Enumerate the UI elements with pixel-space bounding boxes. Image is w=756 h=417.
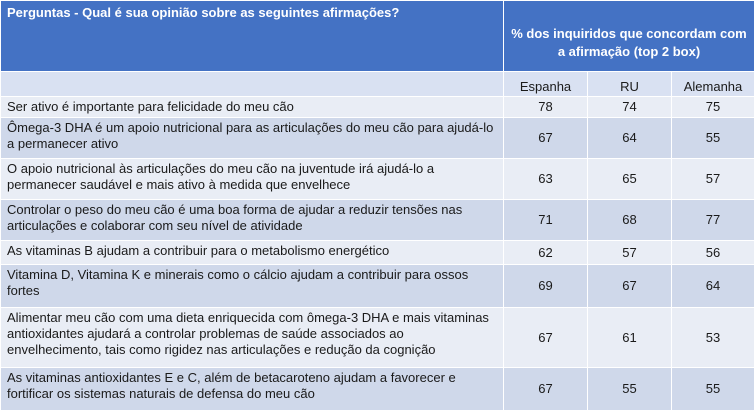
value-spain: 69 (504, 265, 588, 308)
value-germany: 56 (672, 241, 755, 265)
statement-cell: Controlar o peso do meu cão é uma boa forma de ajudar a reduzir tensões nas articulações e colaborar com seu nível de atividade (1, 200, 504, 241)
statement-cell: Alimentar meu cão com uma dieta enriquecida com ômega-3 DHA e mais vitaminas antioxidantes ajudará a controlar problemas de saúde associados ao envelhecimento, tais como rigidez nas articulações e redução da cognição (1, 308, 504, 368)
value-uk: 74 (588, 97, 672, 118)
value-spain: 63 (504, 159, 588, 200)
table-row (1, 241, 755, 265)
statement-cell: As vitaminas B ajudam a contribuir para o metabolismo energético (1, 241, 504, 265)
table-row (1, 97, 755, 118)
country-header-uk: RU (588, 72, 672, 97)
country-header-row (1, 72, 755, 97)
value-germany: 53 (672, 308, 755, 368)
questions-header: Perguntas - Qual é sua opinião sobre as seguintes afirmações? (1, 1, 504, 72)
value-spain: 78 (504, 97, 588, 118)
value-germany: 77 (672, 200, 755, 241)
value-spain: 71 (504, 200, 588, 241)
table-row (1, 308, 755, 368)
value-uk: 65 (588, 159, 672, 200)
statement-cell: Ômega-3 DHA é um apoio nutricional para as articulações do meu cão para ajudá-lo a permanecer ativo (1, 118, 504, 159)
value-germany: 55 (672, 118, 755, 159)
value-spain: 67 (504, 308, 588, 368)
country-header-spain: Espanha (504, 72, 588, 97)
value-uk: 68 (588, 200, 672, 241)
table-row (1, 200, 755, 241)
table-row (1, 159, 755, 200)
statement-cell: O apoio nutricional às articulações do meu cão na juventude irá ajudá-lo a permanecer saudável e mais ativo à medida que envelhece (1, 159, 504, 200)
blank-header-cell (1, 72, 504, 97)
value-uk: 67 (588, 265, 672, 308)
table-row (1, 368, 755, 411)
statement-cell: Vitamina D, Vitamina K e minerais como o cálcio ajudam a contribuir para ossos fortes (1, 265, 504, 308)
value-spain: 67 (504, 368, 588, 411)
country-header-germany: Alemanha (672, 72, 755, 97)
value-germany: 57 (672, 159, 755, 200)
value-uk: 55 (588, 368, 672, 411)
value-uk: 61 (588, 308, 672, 368)
table-row (1, 265, 755, 308)
percent-header: % dos inquiridos que concordam com a afirmação (top 2 box) (504, 1, 755, 72)
statement-cell: As vitaminas antioxidantes E e C, além de betacaroteno ajudam a favorecer e fortificar os sistemas naturais de defensa do meu cão (1, 368, 504, 411)
value-germany: 55 (672, 368, 755, 411)
statement-cell: Ser ativo é importante para felicidade do meu cão (1, 97, 504, 118)
value-germany: 64 (672, 265, 755, 308)
value-uk: 64 (588, 118, 672, 159)
value-spain: 67 (504, 118, 588, 159)
value-spain: 62 (504, 241, 588, 265)
value-uk: 57 (588, 241, 672, 265)
table-header-row (1, 1, 755, 72)
table-row (1, 118, 755, 159)
value-germany: 75 (672, 97, 755, 118)
